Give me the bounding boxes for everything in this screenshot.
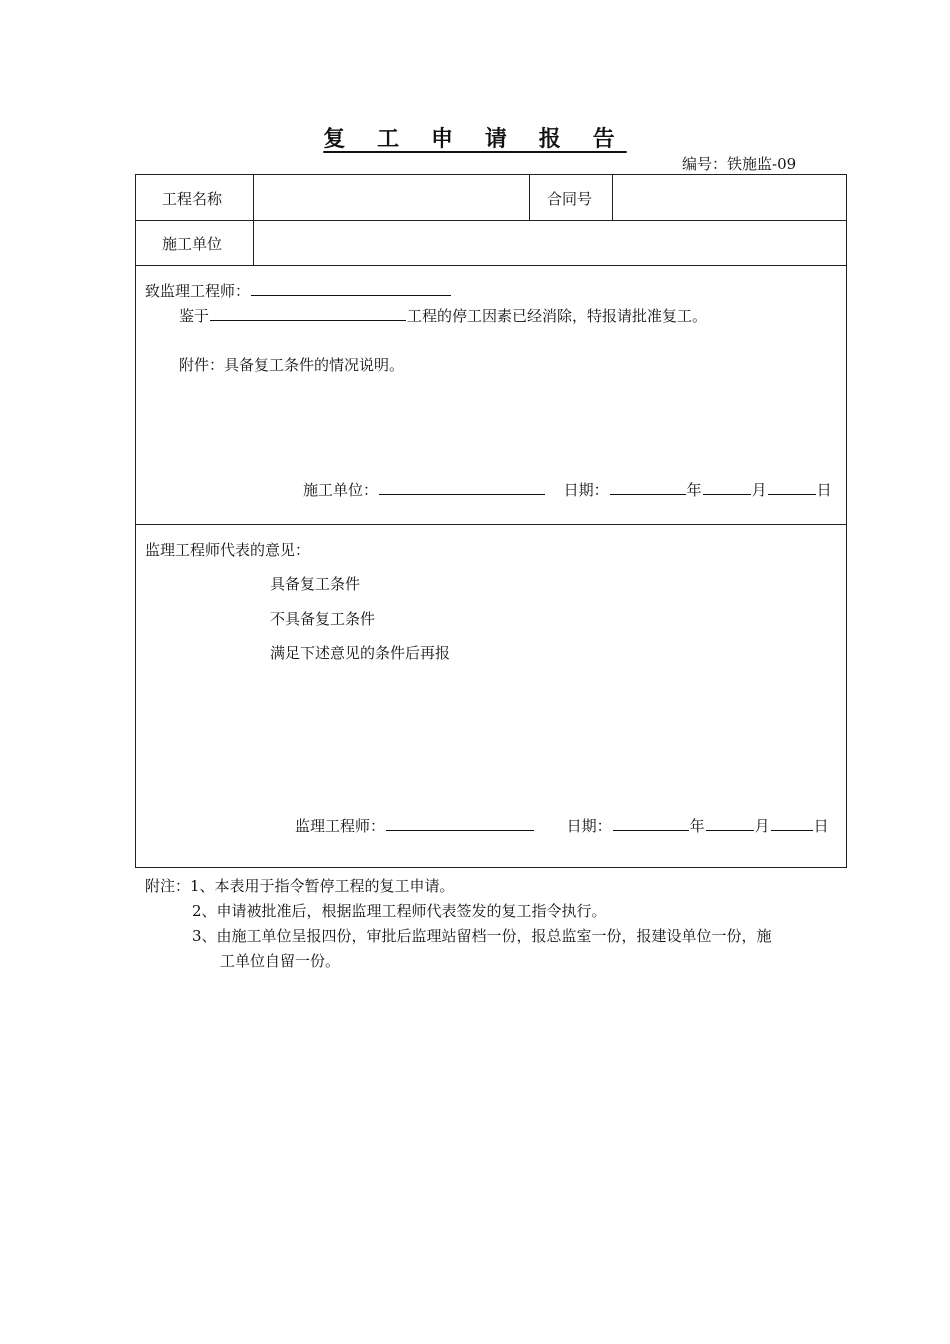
- body-suffix: 工程的停工因素已经消除，特报请批准复工。: [407, 307, 708, 325]
- contract-no-label: 合同号: [547, 190, 593, 208]
- form-code: 编号：铁施监-09: [682, 155, 797, 173]
- year-blank[interactable]: [610, 480, 686, 495]
- application-form: [135, 174, 847, 868]
- col-divider: [253, 175, 254, 265]
- addressee-blank[interactable]: [251, 281, 451, 296]
- opinion-heading: 监理工程师代表的意见：: [145, 541, 311, 559]
- col-divider: [529, 175, 530, 220]
- opinion-option[interactable]: 不具备复工条件: [270, 610, 376, 628]
- engineer-sign-blank[interactable]: [386, 816, 534, 831]
- day-blank[interactable]: [771, 816, 813, 831]
- applicant-signature-line: [303, 479, 832, 500]
- day-label: 日: [816, 481, 832, 499]
- page-title: 复 工 申 请 报 告: [323, 126, 627, 152]
- engineer-sign-label: 监理工程师：: [295, 817, 386, 835]
- engineer-signature-line: [295, 815, 829, 836]
- addressee-label: 致监理工程师：: [145, 282, 251, 300]
- month-label: 月: [754, 817, 770, 835]
- year-blank[interactable]: [613, 816, 689, 831]
- contractor-sign-label: 施工单位：: [303, 481, 379, 499]
- section-divider: [136, 524, 846, 525]
- month-label: 月: [751, 481, 767, 499]
- note-3: 3、由施工单位呈报四份，审批后监理站留档一份，报总监室一份，报建设单位一份，施: [192, 927, 772, 945]
- opinion-option[interactable]: 满足下述意见的条件后再报: [270, 644, 451, 662]
- project-blank[interactable]: [210, 306, 406, 321]
- day-label: 日: [813, 817, 829, 835]
- year-label: 年: [686, 481, 702, 499]
- month-blank[interactable]: [703, 480, 751, 495]
- day-blank[interactable]: [768, 480, 816, 495]
- body-prefix: 鉴于: [179, 307, 210, 325]
- addressee-line: [145, 280, 452, 301]
- note-3-continuation: 工单位自留一份。: [220, 952, 341, 970]
- contractor-sign-blank[interactable]: [379, 480, 545, 495]
- note-2: 2、申请被批准后，根据监理工程师代表签发的复工指令执行。: [192, 902, 607, 920]
- application-body: [179, 305, 707, 326]
- date-label: 日期：: [563, 481, 609, 499]
- contractor-label: 施工单位: [162, 235, 223, 253]
- date-label: 日期：: [566, 817, 612, 835]
- col-divider: [612, 175, 613, 220]
- opinion-option[interactable]: 具备复工条件: [270, 575, 361, 593]
- project-name-label: 工程名称: [162, 190, 223, 208]
- attachment-note: 附件：具备复工条件的情况说明。: [179, 356, 405, 374]
- month-blank[interactable]: [706, 816, 754, 831]
- note-1: 附注：1、本表用于指令暂停工程的复工申请。: [145, 877, 455, 895]
- year-label: 年: [689, 817, 705, 835]
- row-divider: [136, 265, 846, 266]
- row-divider: [136, 220, 846, 221]
